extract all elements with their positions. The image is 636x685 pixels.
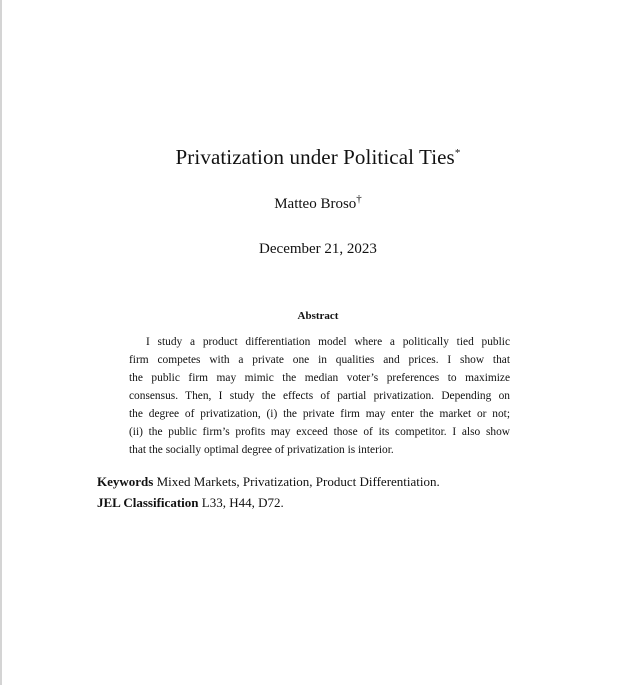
title-text: Privatization under Political Ties: [175, 145, 455, 169]
author-name: Matteo Broso: [274, 196, 357, 212]
abstract-line: I study a product differentiation model where a politically tied public: [146, 336, 510, 348]
abstract-line: the public firm may mimic the median voter’s preferences to maximize: [129, 372, 510, 384]
jel-line: [97, 495, 557, 511]
abstract-line: consensus. Then, I study the effects of partial privatization. Depending on: [129, 390, 510, 402]
abstract-line: (ii) the public firm’s profits may exceed those of its competitor. I also show: [129, 426, 510, 438]
author-footnote-mark: †: [356, 193, 362, 205]
keywords-line: [97, 474, 557, 490]
jel-text: L33, H44, D72.: [201, 495, 284, 510]
abstract-line: firm competes with a private one in qualities and prices. I show that: [129, 354, 510, 366]
keywords-text: Mixed Markets, Privatization, Product Differentiation.: [156, 474, 440, 489]
abstract-body: [129, 333, 510, 459]
keywords-label: Keywords: [97, 474, 154, 489]
abstract-line: the degree of privatization, (i) the private firm may enter the market or not;: [129, 408, 510, 420]
paper-title: [0, 145, 636, 170]
author-line: [0, 193, 636, 213]
title-footnote-mark: *: [454, 147, 461, 159]
jel-label: JEL Classification: [97, 495, 199, 510]
abstract-heading: Abstract: [297, 310, 339, 322]
abstract-line: that the socially optimal degree of privatization is interior.: [129, 444, 394, 456]
paper-date: December 21, 2023: [259, 241, 377, 257]
